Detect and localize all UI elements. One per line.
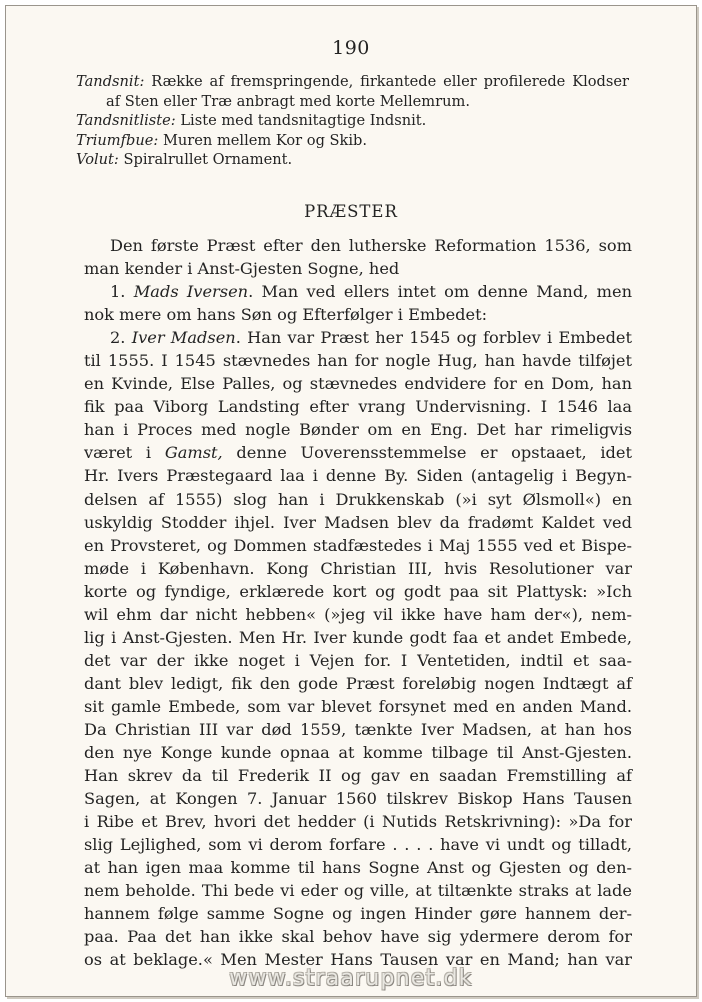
- list-number: 2.: [110, 328, 132, 348]
- text-line: lig i Anst-Gjesten. Men Hr. Iver kunde godt faa et andet Embede,: [84, 627, 632, 647]
- text-line: sit gamle Embede, som var blevet forsynet med en anden Mand.: [84, 696, 632, 716]
- glossary-definition: Række af fremspringende, firkantede eller profilerede Klodser af Sten eller Træ anbragt med korte Mellemrum.: [106, 73, 629, 110]
- page-number: 190: [332, 37, 370, 59]
- text-line: Da Christian III var død 1559, tænkte Iver Madsen, at han hos: [84, 719, 632, 739]
- body-text: [84, 234, 632, 972]
- glossary: [76, 72, 629, 170]
- text-line: til 1555. I 1545 stævnedes han for nogle Hug, han havde tilføjet: [84, 351, 632, 371]
- glossary-definition: Liste med tandsnitagtige Indsnit.: [175, 112, 427, 130]
- text-line: hannem følge samme Sogne og ingen Hinder gøre hannem der-: [84, 904, 632, 924]
- section-heading: PRÆSTER: [304, 202, 398, 221]
- text-span: denne Uoverensstemmelse er opstaaet, idet: [222, 443, 632, 463]
- book-page: [5, 5, 697, 997]
- glossary-definition: Spiralrullet Ornament.: [118, 151, 293, 169]
- glossary-term: Triumfbue:: [76, 131, 159, 149]
- text-line: en Provsteret, og Dommen stadfæstedes i Maj 1555 ved et Bispe-: [84, 535, 632, 555]
- text-line: Sagen, at Kongen 7. Januar 1560 tilskrev Biskop Hans Tausen: [84, 789, 632, 809]
- glossary-term: Tandsnitliste:: [76, 112, 176, 130]
- text-line: fik paa Viborg Landsting efter vrang Undervisning. I 1546 laa: [84, 397, 632, 417]
- text-line: slig Lejlighed, som vi derom forfare . . . . have vi undt og tilladt,: [84, 835, 632, 855]
- glossary-entry: [76, 111, 629, 131]
- place-name: Gamst,: [164, 443, 223, 463]
- priest-name: Iver Madsen: [131, 328, 236, 348]
- text-line: korte og fyndige, erklærede kort og godt paa sit Plattysk: »Ich: [84, 581, 632, 601]
- text-line: han i Proces med nogle Bønder om en Eng. Det har rimeligvis: [84, 420, 632, 440]
- glossary-entry: [76, 131, 629, 151]
- glossary-definition: Muren mellem Kor og Skib.: [158, 131, 368, 149]
- glossary-term: Volut:: [76, 151, 119, 169]
- text-line: en Kvinde, Else Palles, og stævnedes endvidere for en Dom, han: [84, 374, 632, 394]
- text-line: Den første Præst efter den lutherske Reformation 1536, som: [110, 236, 632, 255]
- text-line: paa. Paa det han ikke skal behov have sig ydermere derom for: [84, 927, 632, 947]
- text-line: Hr. Ivers Præstegaard laa i denne By. Siden (antagelig i Begyn-: [84, 466, 632, 486]
- text-line: [84, 280, 632, 303]
- text-line: [84, 326, 632, 349]
- priest-name: Mads Iversen: [133, 282, 249, 302]
- text-line: i Ribe et Brev, hvori det hedder (i Nutids Retskrivning): »Da for: [84, 812, 632, 832]
- text-line: delsen af 1555) slog han i Drukkenskab (»i syt Ølsmoll«) en: [84, 489, 632, 509]
- list-number: 1.: [110, 282, 134, 302]
- text-line: nem beholde. Thi bede vi eder og ville, at tiltænkte straks at lade: [84, 881, 632, 901]
- text-line: man kender i Anst-Gjesten Sogne, hed: [84, 259, 400, 279]
- glossary-entry: [76, 150, 629, 170]
- text-line: dant blev ledigt, fik den gode Præst foreløbig nogen Indtægt af: [84, 673, 632, 693]
- text-line: nok mere om hans Søn og Efterfølger i Embedet:: [84, 305, 488, 325]
- text-line: [84, 441, 632, 464]
- text-line: møde i København. Kong Christian III, hvis Resolutioner var: [84, 558, 632, 578]
- text-line: Han skrev da til Frederik II og gav en saadan Fremstilling af: [84, 766, 632, 786]
- glossary-entry: [76, 72, 629, 111]
- text-span: været i: [84, 443, 165, 463]
- text-line: os at beklage.« Men Mester Hans Tausen var en Mand; han var: [84, 950, 632, 970]
- glossary-term: Tandsnit:: [76, 73, 145, 90]
- text-line: wil ehm dar nicht hebben« (»jeg vil ikke have ham der«), nem-: [84, 604, 632, 624]
- text-line: den nye Konge kunde opnaa at komme tilbage til Anst-Gjesten.: [84, 743, 632, 763]
- text-span: . Man ved ellers intet om denne Mand, men: [248, 282, 632, 302]
- text-span: . Han var Præst her 1545 og forblev i Embedet: [235, 328, 633, 348]
- text-line: det var der ikke noget i Vejen for. I Ventetiden, indtil et saa-: [84, 650, 632, 670]
- text-line: uskyldig Stodder ihjel. Iver Madsen blev da fradømt Kaldet ved: [84, 512, 632, 532]
- watermark: www.straarupnet.dk: [229, 966, 473, 991]
- text-line: at han igen maa komme til hans Sogne Anst og Gjesten og den-: [84, 858, 632, 878]
